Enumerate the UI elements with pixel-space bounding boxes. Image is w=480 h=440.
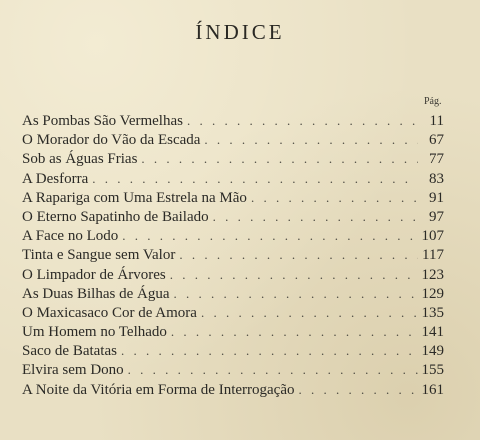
toc-entry-page: 11 bbox=[429, 113, 444, 129]
toc-entry-title: A Face no Lodo bbox=[22, 228, 119, 245]
toc-entry-page: 129 bbox=[421, 285, 444, 302]
leader-dots bbox=[169, 284, 418, 303]
toc-entry-title: A Noite da Vitória em Forma de Interrogação bbox=[22, 381, 295, 398]
toc-entry bbox=[22, 245, 444, 264]
toc-entry-title: O Maxicasaco Cor de Amora bbox=[22, 304, 197, 321]
toc-entry bbox=[22, 360, 444, 379]
toc-entry-title: As Pombas São Vermelhas bbox=[22, 113, 183, 129]
toc-entry-page: 67 bbox=[429, 132, 444, 149]
toc-entry bbox=[22, 169, 444, 188]
toc-entry-page: 83 bbox=[429, 170, 444, 187]
leader-dots bbox=[209, 207, 418, 226]
leader-dots bbox=[200, 130, 418, 149]
toc-entry bbox=[22, 322, 444, 341]
leader-dots bbox=[167, 322, 418, 341]
toc-entry bbox=[22, 226, 444, 245]
leader-dots bbox=[118, 226, 418, 245]
toc-entry-page: 155 bbox=[421, 362, 444, 379]
toc-entry-title: O Limpador de Árvores bbox=[22, 266, 166, 283]
leader-dots bbox=[247, 188, 418, 207]
leader-dots bbox=[137, 149, 418, 168]
toc-entry bbox=[22, 265, 444, 284]
toc-entry-page: 91 bbox=[429, 189, 444, 206]
toc-entry bbox=[22, 380, 444, 399]
toc-entry-page: 161 bbox=[421, 381, 444, 398]
toc-entry-title: A Desforra bbox=[22, 170, 89, 187]
toc-entry bbox=[22, 149, 444, 168]
toc-entry bbox=[22, 341, 444, 360]
leader-dots bbox=[183, 111, 418, 130]
toc-entry-title: O Morador do Vão da Escada bbox=[22, 132, 201, 149]
toc-entry-title: O Eterno Sapatinho de Bailado bbox=[22, 208, 209, 225]
toc-entry bbox=[22, 130, 444, 149]
leader-dots bbox=[294, 380, 418, 399]
toc-entry-title: Um Homem no Telhado bbox=[22, 324, 167, 341]
toc-entry-title: Elvira sem Dono bbox=[22, 362, 124, 379]
toc-entry-title: Sob as Águas Frias bbox=[22, 151, 138, 168]
toc-entry-page: 77 bbox=[429, 151, 444, 168]
toc-entry bbox=[22, 284, 444, 303]
toc-entry-title: Tinta e Sangue sem Valor bbox=[22, 247, 176, 264]
leader-dots bbox=[175, 245, 418, 264]
toc-entry-title: Saco de Batatas bbox=[22, 343, 117, 360]
toc-entry-page: 135 bbox=[421, 304, 444, 321]
toc-entry bbox=[22, 303, 444, 322]
toc-entry-title: A Rapariga com Uma Estrela na Mão bbox=[22, 189, 247, 206]
toc-entry-page: 117 bbox=[422, 247, 444, 264]
leader-dots bbox=[124, 360, 418, 379]
page-title: ÍNDICE bbox=[195, 20, 285, 44]
leader-dots bbox=[117, 341, 418, 360]
toc-entry bbox=[22, 111, 444, 130]
toc-entry bbox=[22, 188, 444, 207]
page-column-label: Pág. bbox=[424, 96, 442, 107]
toc-entry-title: As Duas Bilhas de Água bbox=[22, 285, 170, 302]
table-of-contents bbox=[22, 111, 444, 399]
leader-dots bbox=[166, 265, 418, 284]
leader-dots bbox=[88, 169, 418, 188]
toc-entry-page: 97 bbox=[429, 208, 444, 225]
leader-dots bbox=[197, 303, 418, 322]
toc-entry-page: 149 bbox=[421, 343, 444, 360]
toc-entry bbox=[22, 207, 444, 226]
toc-entry-page: 123 bbox=[421, 266, 444, 283]
toc-entry-page: 141 bbox=[421, 324, 444, 341]
toc-entry-page: 107 bbox=[421, 228, 444, 245]
